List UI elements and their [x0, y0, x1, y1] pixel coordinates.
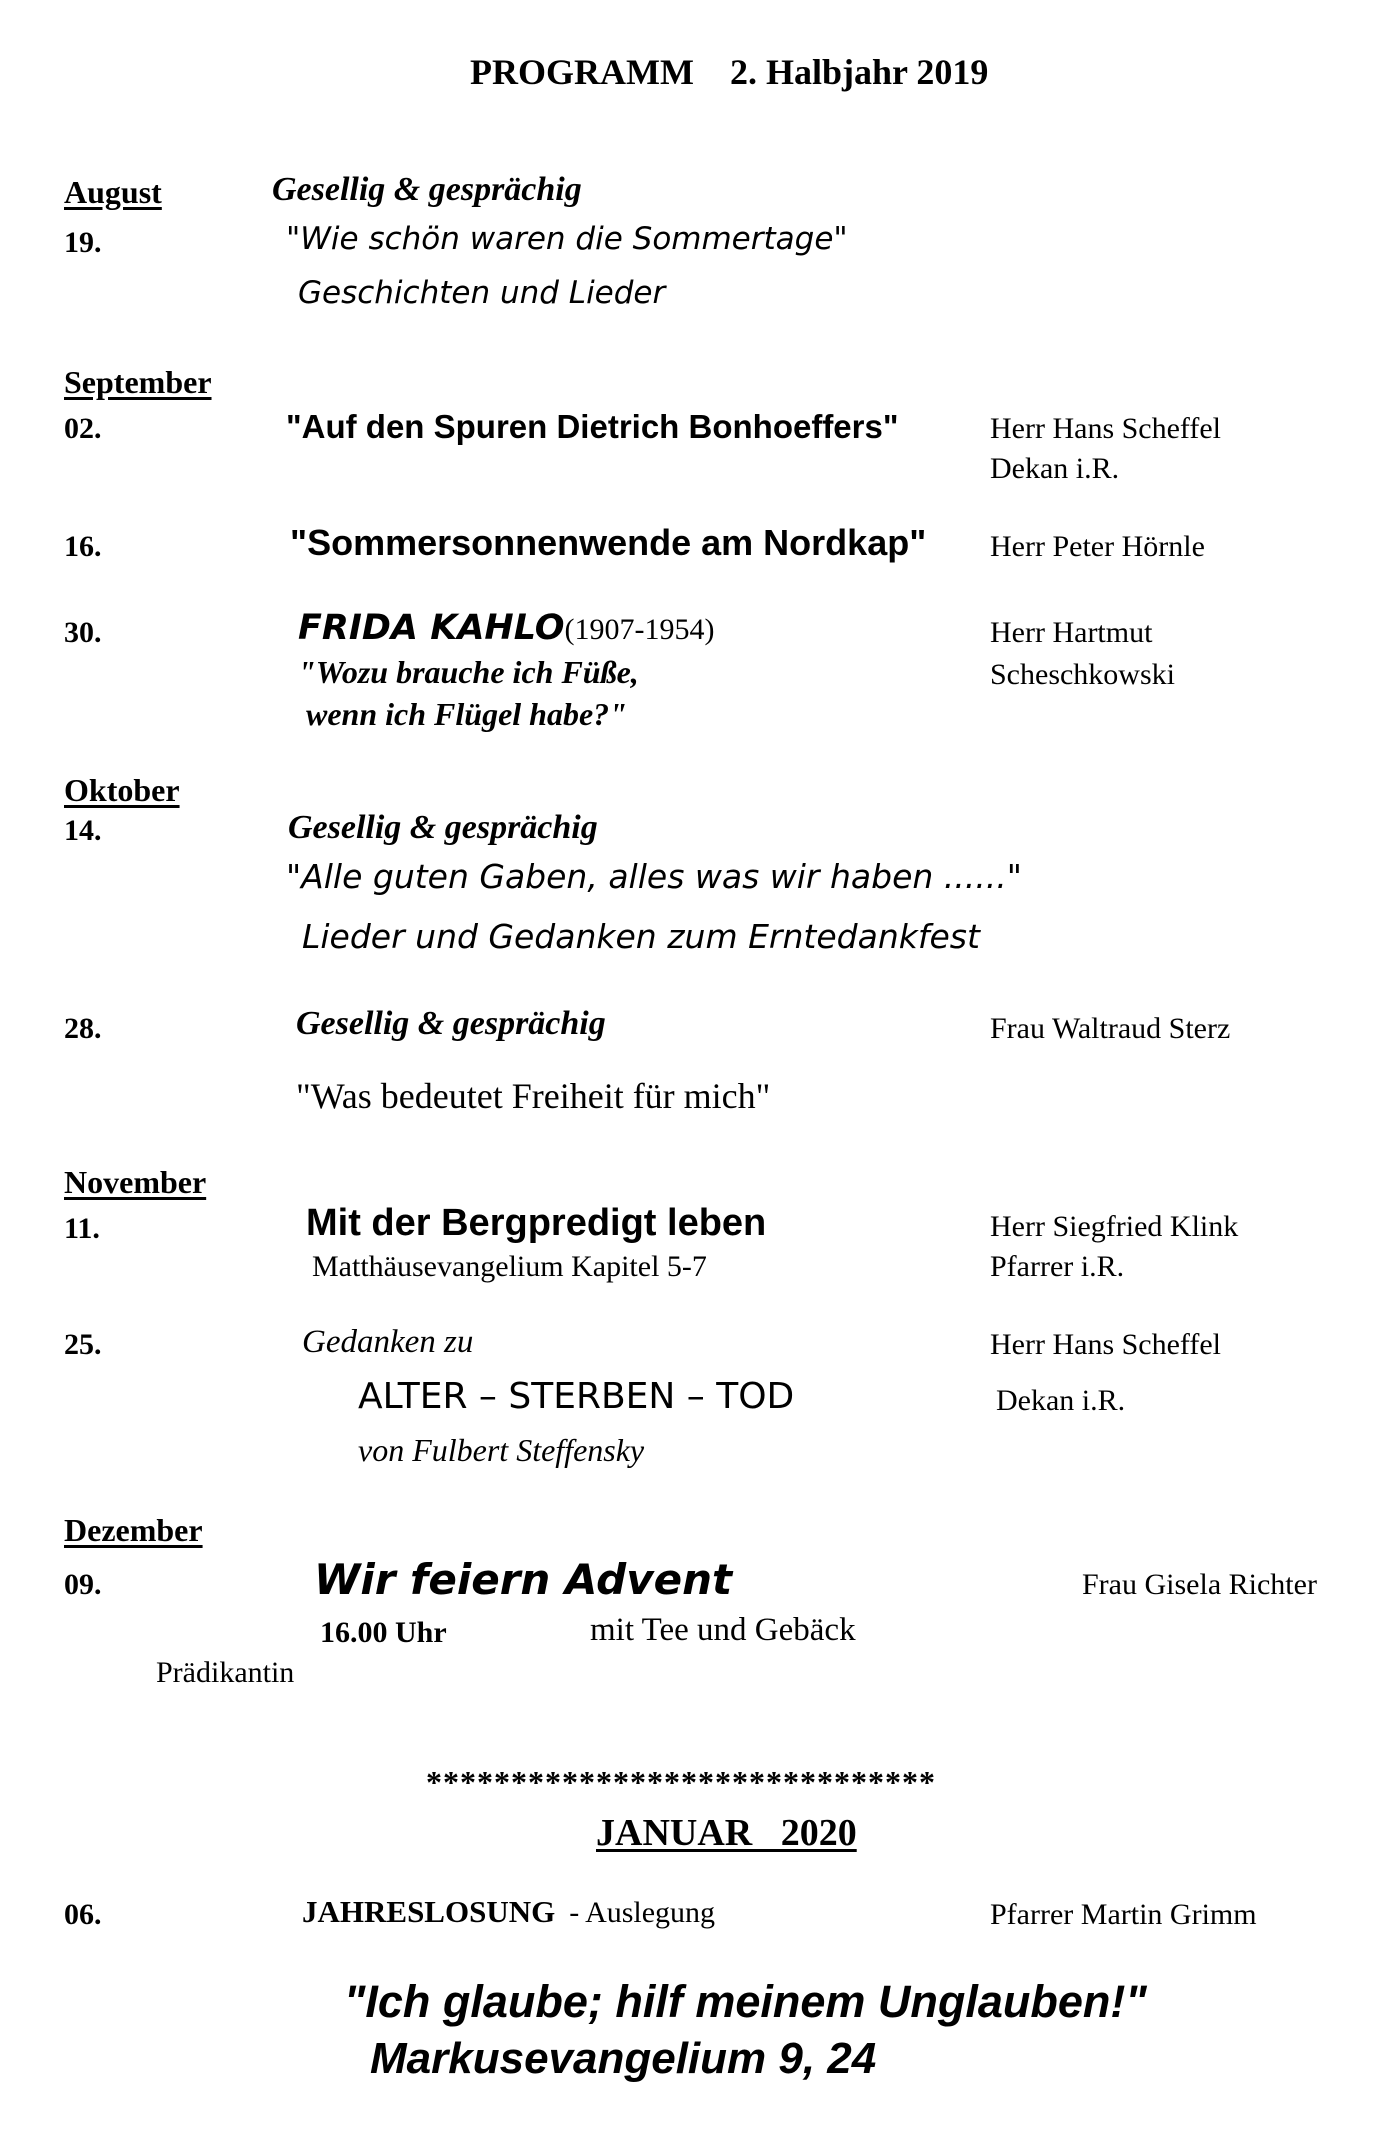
title-period: 2. Halbjahr 2019 — [729, 52, 989, 92]
event-title-suffix-jan-06: - Auslegung — [569, 1896, 716, 1929]
event-title-okt-14: Gesellig & gesprächig — [288, 809, 598, 846]
event-title-sep-02: "Auf den Spuren Dietrich Bonhoeffers" — [286, 408, 899, 445]
event-speaker-role-sep-02: Dekan i.R. — [990, 452, 1120, 485]
month-oktober: Oktober — [64, 772, 180, 808]
event-speaker-nov-25: Herr Hans Scheffel — [990, 1328, 1222, 1361]
event-day-nov-11: 11. — [64, 1212, 100, 1245]
event-title-okt-28: Gesellig & gesprächig — [296, 1005, 606, 1042]
event-speaker-sep-30: Herr Hartmut — [990, 616, 1153, 649]
event-time-dez-09: 16.00 Uhr — [320, 1616, 447, 1649]
event-quote-aug-19: "Wie schön waren die Sommertage" — [286, 221, 848, 257]
event-speaker-role-dez-09: Prädikantin — [156, 1656, 295, 1689]
event-subtitle-aug-19: Geschichten und Lieder — [298, 275, 666, 311]
verse-reference: Markusevangelium 9, 24 — [370, 2034, 877, 2083]
event-speaker-dez-09: Frau Gisela Richter — [1082, 1568, 1317, 1601]
month-august: August — [64, 174, 162, 210]
event-name-sep-30: FRIDA KAHLO — [298, 608, 565, 648]
event-intro-nov-25: Gedanken zu — [302, 1324, 474, 1360]
event-subtitle-okt-14: Lieder und Gedanken zum Erntedankfest — [302, 917, 980, 956]
event-title-sep-16: "Sommersonnenwende am Nordkap" — [290, 522, 927, 563]
event-speaker-sep-16: Herr Peter Hörnle — [990, 530, 1205, 563]
event-title-nov-11: Mit der Bergpredigt leben — [306, 1202, 767, 1244]
event-quote-okt-28: "Was bedeutet Freiheit für mich" — [296, 1076, 771, 1116]
event-quote-okt-14: "Alle guten Gaben, alles was wir haben ......" — [286, 857, 1022, 896]
event-speaker-role-nov-11: Pfarrer i.R. — [990, 1250, 1125, 1283]
event-day-dez-09: 09. — [64, 1568, 102, 1601]
event-title-aug-19: Gesellig & gesprächig — [272, 171, 582, 208]
title-programm: PROGRAMM — [470, 52, 694, 92]
event-years-sep-30: (1907-1954) — [564, 613, 715, 646]
event-day-sep-02: 02. — [64, 412, 102, 445]
event-title-jan-06 — [302, 1894, 715, 1931]
month-september: September — [64, 364, 212, 400]
page-title — [470, 52, 988, 93]
event-title-dez-09: Wir feiern Advent — [314, 1555, 733, 1604]
event-title-nov-25: ALTER – STERBEN – TOD — [358, 1376, 795, 1417]
event-title-sep-30 — [298, 608, 715, 648]
event-quote-line2-sep-30: wenn ich Flügel habe?" — [306, 696, 627, 732]
month-november: November — [64, 1164, 207, 1200]
event-speaker-role-nov-25: Dekan i.R. — [996, 1384, 1126, 1417]
month-dezember: Dezember — [64, 1512, 203, 1548]
event-day-okt-14: 14. — [64, 814, 102, 847]
event-day-sep-16: 16. — [64, 530, 102, 563]
separator-stars: ****************************** — [426, 1764, 936, 1800]
verse-text: "Ich glaube; hilf meinem Unglauben!" — [344, 1976, 1147, 2027]
event-speaker-nov-11: Herr Siegfried Klink — [990, 1210, 1239, 1243]
event-quote-line1-sep-30: "Wozu brauche ich Füße, — [298, 654, 639, 690]
event-speaker-sep-02: Herr Hans Scheffel — [990, 412, 1222, 445]
event-title-main-jan-06: JAHRESLOSUNG — [302, 1894, 556, 1929]
event-speaker-line2-sep-30: Scheschkowski — [990, 658, 1175, 691]
event-speaker-okt-28: Frau Waltraud Sterz — [990, 1012, 1231, 1045]
event-day-nov-25: 25. — [64, 1328, 102, 1361]
event-speaker-jan-06: Pfarrer Martin Grimm — [990, 1898, 1257, 1931]
event-day-aug-19: 19. — [64, 226, 102, 259]
event-day-okt-28: 28. — [64, 1012, 102, 1045]
month-januar-heading: JANUAR 2020 — [596, 1812, 857, 1854]
event-author-nov-25: von Fulbert Steffensky — [358, 1432, 645, 1468]
event-subtitle-nov-11: Matthäusevangelium Kapitel 5-7 — [312, 1250, 707, 1283]
event-day-sep-30: 30. — [64, 616, 102, 649]
event-day-jan-06: 06. — [64, 1898, 102, 1931]
event-extra-dez-09: mit Tee und Gebäck — [590, 1612, 856, 1648]
